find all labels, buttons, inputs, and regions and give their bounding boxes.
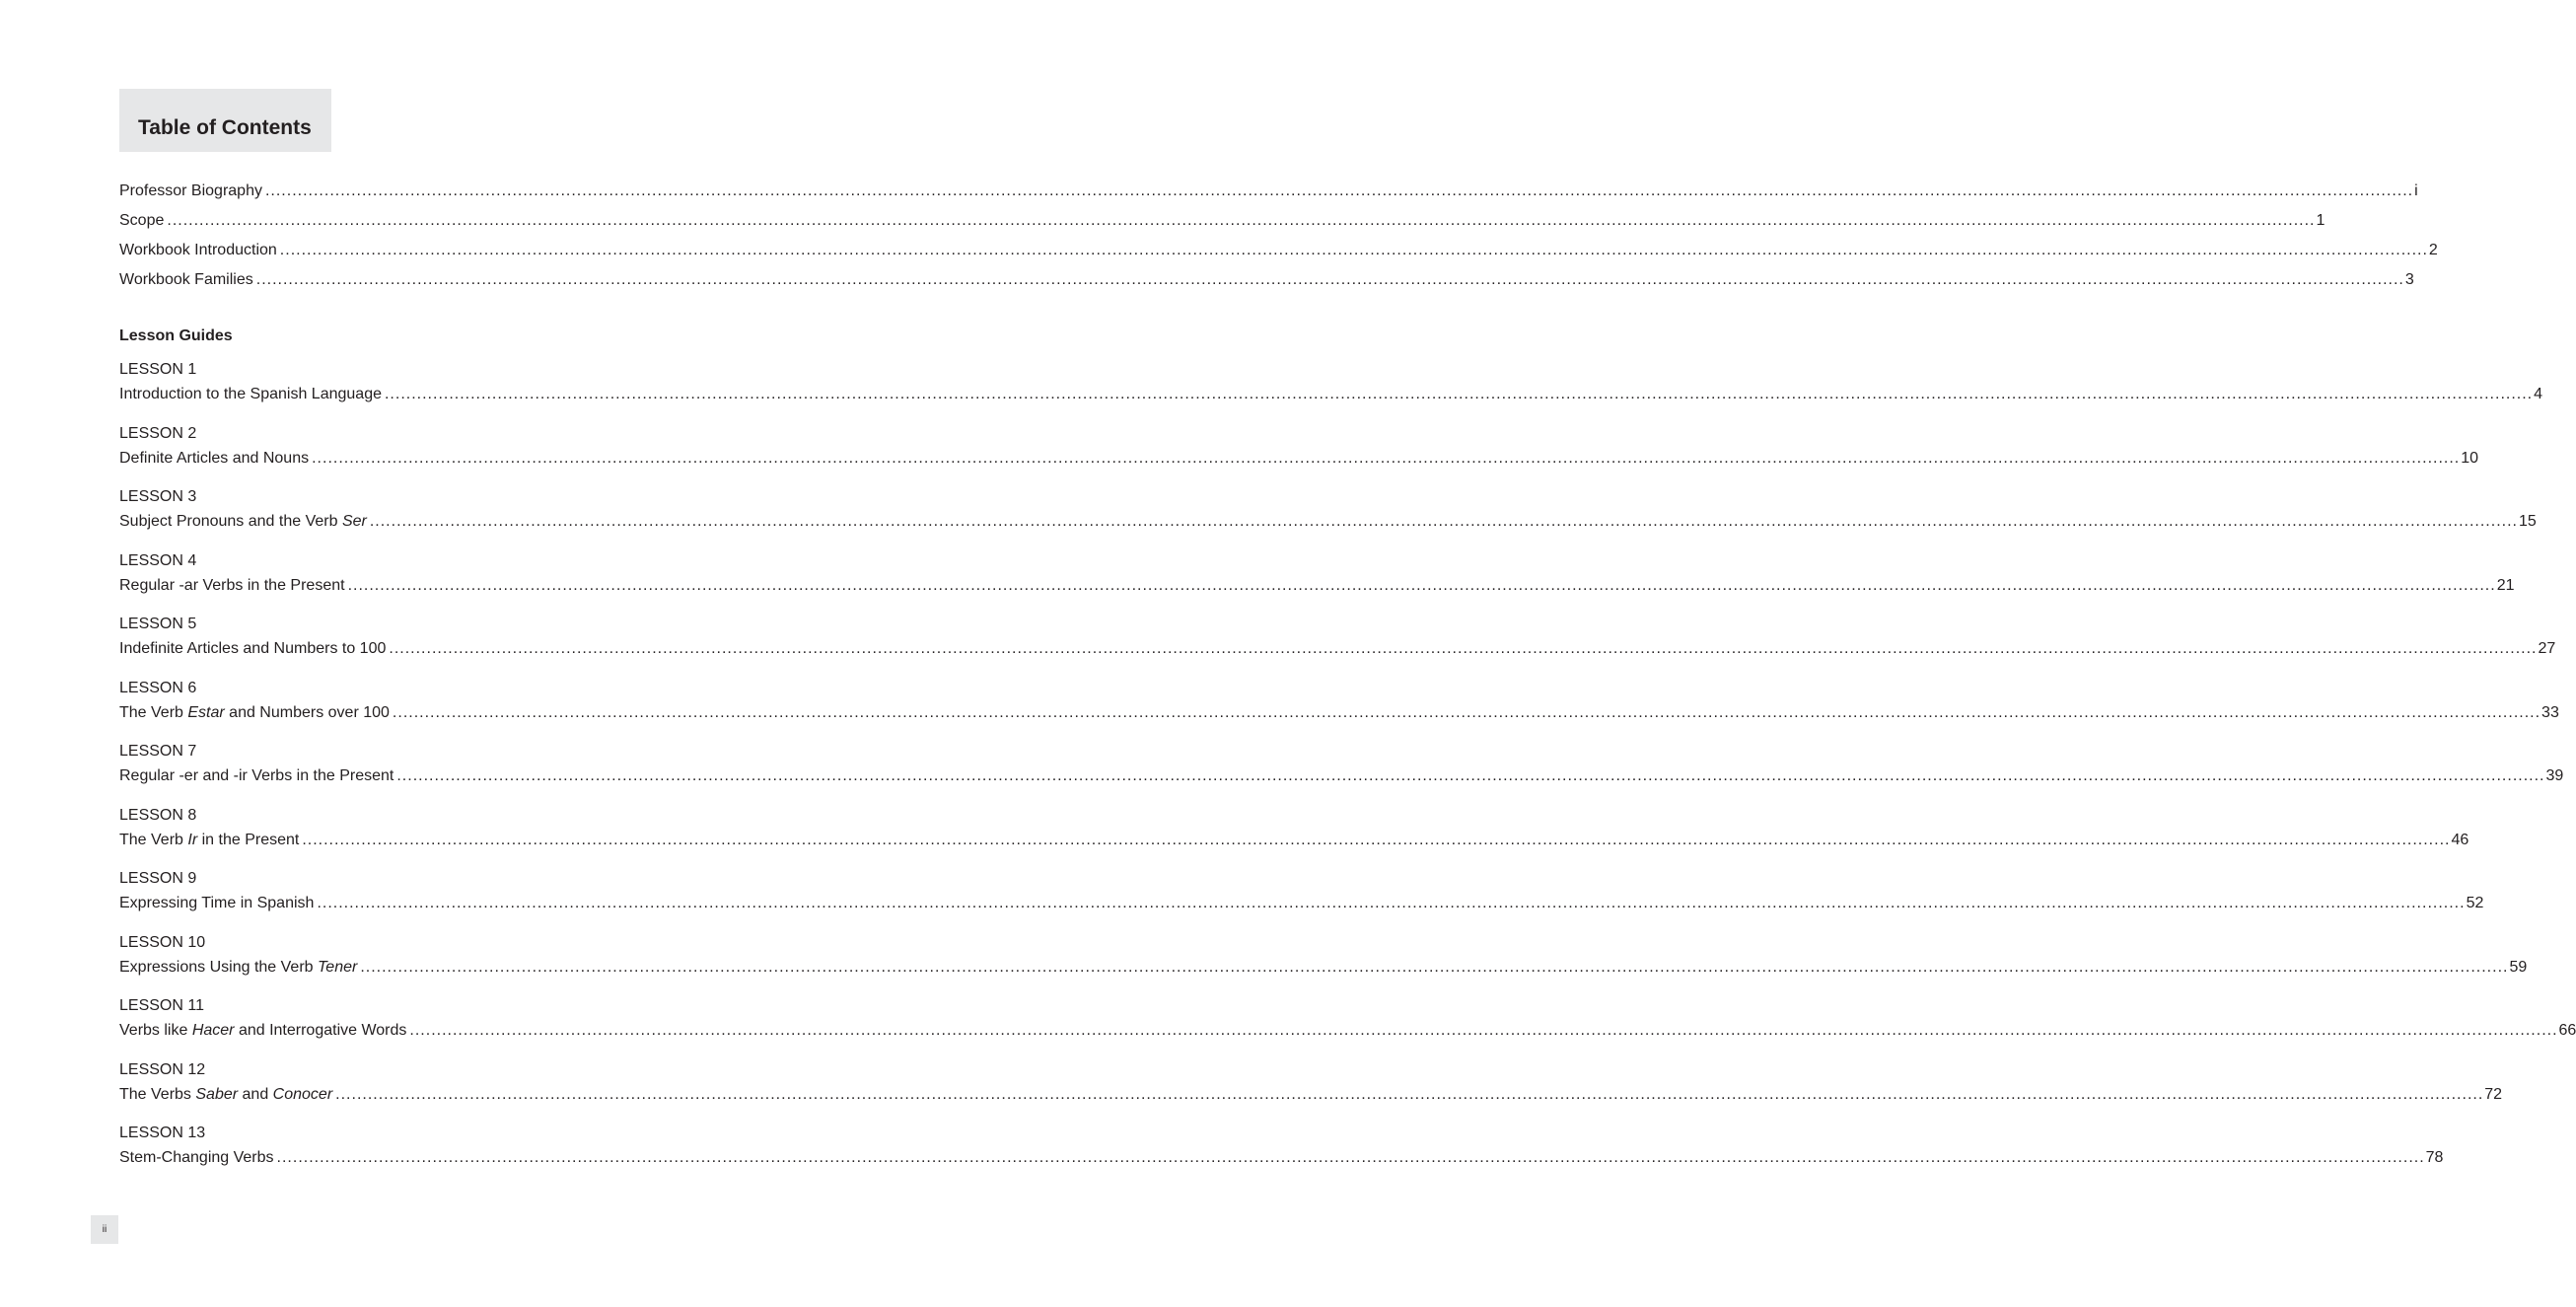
entry-title: Expressing Time in Spanish xyxy=(119,895,315,911)
page-number: ii xyxy=(102,1224,107,1235)
lesson-label: LESSON 10 xyxy=(119,934,206,951)
dot-leader: ................................................................................................................................................................................................................................................................................................................................................................................................................ xyxy=(335,1086,2484,1103)
entry-title: Definite Articles and Nouns xyxy=(119,450,310,467)
lesson-toc-entry[interactable] xyxy=(119,638,2556,660)
dot-leader: ................................................................................................................................................................................................................................................................................................................................................................................................................ xyxy=(409,1022,2558,1039)
front-matter-toc-entry[interactable] xyxy=(119,240,2438,261)
dot-leader: ................................................................................................................................................................................................................................................................................................................................................................................................................ xyxy=(255,271,2404,288)
lesson-label: LESSON 1 xyxy=(119,361,197,378)
entry-title: Scope xyxy=(119,212,165,229)
lesson-toc-entry[interactable] xyxy=(119,1084,2503,1106)
entry-page-number: 78 xyxy=(2425,1149,2444,1166)
page-title: Table of Contents xyxy=(138,116,312,139)
entry-page-number: 21 xyxy=(2496,577,2515,594)
entry-title: Regular -ar Verbs in the Present xyxy=(119,577,345,594)
entry-page-number: 33 xyxy=(2541,704,2559,721)
entry-page-number: 46 xyxy=(2451,832,2469,848)
entry-page-number: 2 xyxy=(2428,242,2438,258)
lesson-toc-entry[interactable] xyxy=(119,765,2564,787)
lesson-toc-entry[interactable] xyxy=(119,830,2469,851)
lesson-toc-entry[interactable] xyxy=(119,575,2515,597)
front-matter-toc-entry[interactable] xyxy=(119,181,2418,202)
entry-page-number: 39 xyxy=(2545,767,2564,784)
dot-leader: ................................................................................................................................................................................................................................................................................................................................................................................................................ xyxy=(384,386,2534,402)
lesson-label: LESSON 3 xyxy=(119,488,197,505)
lesson-label: LESSON 11 xyxy=(119,997,204,1014)
dot-leader: ................................................................................................................................................................................................................................................................................................................................................................................................................ xyxy=(276,1149,2425,1166)
entry-title: Stem-Changing Verbs xyxy=(119,1149,274,1166)
entry-title: Subject Pronouns and the Verb Ser xyxy=(119,513,367,530)
dot-leader: ................................................................................................................................................................................................................................................................................................................................................................................................................ xyxy=(312,450,2461,467)
entry-title: The Verb Ir in the Present xyxy=(119,832,300,848)
entry-page-number: 66 xyxy=(2558,1022,2576,1039)
entry-title: Indefinite Articles and Numbers to 100 xyxy=(119,640,387,657)
lesson-toc-entry[interactable] xyxy=(119,893,2484,914)
dot-leader: ................................................................................................................................................................................................................................................................................................................................................................................................................ xyxy=(167,212,2316,229)
dot-leader: ................................................................................................................................................................................................................................................................................................................................................................................................................ xyxy=(302,832,2451,848)
entry-title: Workbook Families xyxy=(119,271,253,288)
entry-page-number: 4 xyxy=(2534,386,2543,402)
lesson-label: LESSON 9 xyxy=(119,870,197,887)
entry-page-number: 59 xyxy=(2509,959,2528,976)
lesson-label: LESSON 12 xyxy=(119,1061,206,1078)
page-number-box xyxy=(91,1215,118,1244)
dot-leader: ................................................................................................................................................................................................................................................................................................................................................................................................................ xyxy=(279,242,2428,258)
entry-title: Regular -er and -ir Verbs in the Present xyxy=(119,767,394,784)
toc-header-box xyxy=(119,89,331,152)
lesson-toc-entry[interactable] xyxy=(119,702,2559,724)
entry-page-number: 15 xyxy=(2518,513,2537,530)
dot-leader: ................................................................................................................................................................................................................................................................................................................................................................................................................ xyxy=(396,767,2545,784)
entry-page-number: 3 xyxy=(2404,271,2414,288)
entry-page-number: 52 xyxy=(2466,895,2484,911)
dot-leader: ................................................................................................................................................................................................................................................................................................................................................................................................................ xyxy=(392,704,2541,721)
lesson-toc-entry[interactable] xyxy=(119,1020,2576,1042)
dot-leader: ................................................................................................................................................................................................................................................................................................................................................................................................................ xyxy=(360,959,2509,976)
lesson-toc-entry[interactable] xyxy=(119,957,2528,979)
lesson-label: LESSON 5 xyxy=(119,616,197,632)
dot-leader: ................................................................................................................................................................................................................................................................................................................................................................................................................ xyxy=(369,513,2518,530)
entry-page-number: 27 xyxy=(2538,640,2556,657)
lesson-toc-entry[interactable] xyxy=(119,511,2537,533)
lesson-label: LESSON 2 xyxy=(119,425,197,442)
lesson-toc-entry[interactable] xyxy=(119,384,2543,405)
entry-title: Introduction to the Spanish Language xyxy=(119,386,382,402)
entry-title: Expressions Using the Verb Tener xyxy=(119,959,358,976)
entry-page-number: 1 xyxy=(2316,212,2326,229)
dot-leader: ................................................................................................................................................................................................................................................................................................................................................................................................................ xyxy=(264,182,2414,199)
entry-title: Workbook Introduction xyxy=(119,242,277,258)
front-matter-toc-entry[interactable] xyxy=(119,269,2414,291)
dot-leader: ................................................................................................................................................................................................................................................................................................................................................................................................................ xyxy=(389,640,2538,657)
entry-title: The Verb Estar and Numbers over 100 xyxy=(119,704,390,721)
entry-page-number: 10 xyxy=(2461,450,2479,467)
lesson-label: LESSON 4 xyxy=(119,552,197,569)
entry-page-number: i xyxy=(2414,182,2418,199)
section-heading: Lesson Guides xyxy=(119,327,233,344)
lesson-label: LESSON 6 xyxy=(119,680,197,696)
lesson-toc-entry[interactable] xyxy=(119,448,2479,470)
dot-leader: ................................................................................................................................................................................................................................................................................................................................................................................................................ xyxy=(347,577,2496,594)
entry-title: Professor Biography xyxy=(119,182,262,199)
entry-title: Verbs like Hacer and Interrogative Words xyxy=(119,1022,407,1039)
lesson-label: LESSON 7 xyxy=(119,743,197,760)
lesson-label: LESSON 13 xyxy=(119,1125,206,1141)
front-matter-toc-entry[interactable] xyxy=(119,210,2326,232)
dot-leader: ................................................................................................................................................................................................................................................................................................................................................................................................................ xyxy=(317,895,2466,911)
lesson-toc-entry[interactable] xyxy=(119,1147,2444,1169)
entry-page-number: 72 xyxy=(2484,1086,2503,1103)
lesson-label: LESSON 8 xyxy=(119,807,197,824)
entry-title: The Verbs Saber and Conocer xyxy=(119,1086,333,1103)
